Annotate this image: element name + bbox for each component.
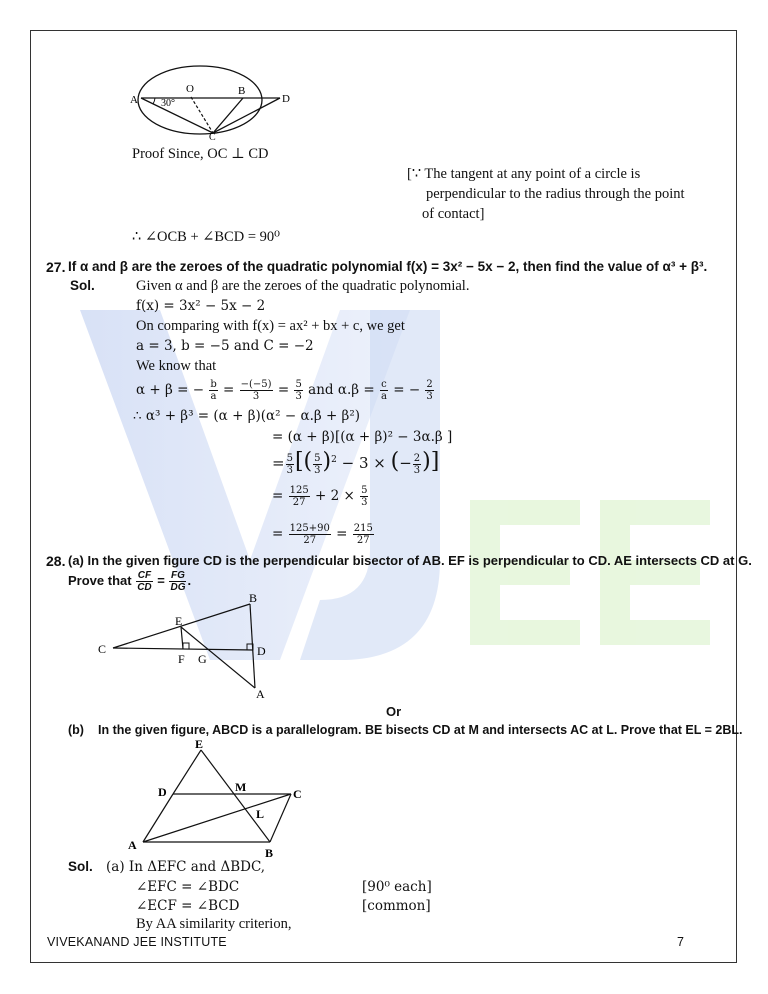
q27-line-3: On comparing with f(x) = ax² + bx + c, we get <box>136 318 405 334</box>
q28-sol-line-4: By AA similarity criterion, <box>136 916 292 932</box>
fb-label-M: M <box>235 780 247 794</box>
label-A: A <box>130 94 138 106</box>
q28-sol-reason-3: [common] <box>362 898 431 914</box>
q28-number: 28. <box>46 553 66 569</box>
fb-label-C: C <box>293 787 302 801</box>
label-D: D <box>282 93 290 105</box>
fb-label-L: L <box>256 807 265 821</box>
fa-label-G: G <box>198 652 207 666</box>
q27-line-7: ∴ α³ + β³ = (α + β)(α² − α.β + β²) <box>133 408 361 424</box>
q28-a-text: (a) In the given figure CD is the perpendicular bisector of AB. EF is perpendicular to CD. AE intersects CD at G. <box>68 553 752 568</box>
fa-label-C: C <box>98 642 107 656</box>
fb-label-D: D <box>158 785 167 799</box>
label-C: C <box>209 132 216 140</box>
proof-reason-1: [∵ The tangent at any point of a circle is <box>407 166 641 182</box>
q27-question: If α and β are the zeroes of the quadratic polynomial f(x) = 3x² − 5x − 2, then find the value of α³ + β³. <box>68 259 708 274</box>
or-label: Or <box>386 704 402 719</box>
q27-line-9: = $\frac{5}{3}$ [( $\frac{5}{3}$ )$^2$ − 3 × (− $\frac{2}{3}$ )] <box>272 449 440 476</box>
fa-label-A: A <box>256 687 265 701</box>
q27-line-1: Given α and β are the zeroes of the quadratic polynomial. <box>136 278 470 294</box>
q27-line-6: α + β = − $\frac{b}{a}$ = $\frac{-(-5)}{3}$ = $\frac{5}{3}$ and α.β = $\frac{c}{a}$ = − $\frac{2}{3}$ <box>136 379 433 402</box>
footer-institute: VIVEKANAND JEE INSTITUTE <box>47 935 227 949</box>
circle-figure <box>125 60 295 140</box>
figure-a <box>95 592 285 702</box>
fb-label-A: A <box>128 838 137 852</box>
q28-sol-line-1: (a) In ΔEFC and ΔBDC, <box>106 859 266 875</box>
q28-sol-line-2: ∠EFC = ∠BDC <box>136 879 240 895</box>
label-B: B <box>238 85 246 97</box>
q27-line-10: = $\frac{125}{27}$ + 2 × $\frac{5}{3}$ <box>272 485 368 508</box>
q27-line-5: We know that <box>136 358 217 374</box>
q27-sol-label: Sol. <box>70 278 95 293</box>
label-angle: 30° <box>161 98 175 109</box>
footer-page-number: 7 <box>677 935 685 949</box>
q27-line-8: = (α + β)[(α + β)² − 3α.β ] <box>272 429 453 445</box>
fa-label-F: F <box>178 652 185 666</box>
q27-number: 27. <box>46 259 66 275</box>
fa-label-E: E <box>175 614 183 628</box>
q27-line-4: a = 3, b = −5 and C = −2 <box>136 338 314 354</box>
q28-b-text: In the given figure, ABCD is a parallelogram. BE bisects CD at M and intersects AC at L. Prove that EL = 2BL. <box>98 723 743 737</box>
proof-reason-2: perpendicular to the radius through the point <box>426 186 685 202</box>
q27-line-2: f(x) = 3x² − 5x − 2 <box>136 298 266 314</box>
q28-sol-line-3: ∠ECF = ∠BCD <box>136 898 240 914</box>
figure-b <box>125 738 315 860</box>
q27-line-11: = $\frac{125+90}{27}$ = $\frac{215}{27}$ <box>272 523 373 546</box>
q28-b-label: (b) <box>68 723 84 737</box>
fb-label-B: B <box>265 846 274 860</box>
proof-result: ∴ ∠OCB + ∠BCD = 90⁰ <box>132 229 280 245</box>
q28-sol-reason-2: [90⁰ each] <box>362 879 432 895</box>
q28-sol-label: Sol. <box>68 859 93 874</box>
q28-a-prove: Prove that $\frac{CF}{CD}$ = $\frac{FG}{DG}$ . <box>68 570 192 593</box>
proof-line: Proof Since, OC ⊥ CD <box>132 146 269 162</box>
label-O: O <box>186 83 194 95</box>
proof-reason-3: of contact] <box>422 206 485 222</box>
fa-label-B: B <box>249 592 258 605</box>
fb-label-E: E <box>195 738 204 751</box>
fa-label-D: D <box>257 644 266 658</box>
